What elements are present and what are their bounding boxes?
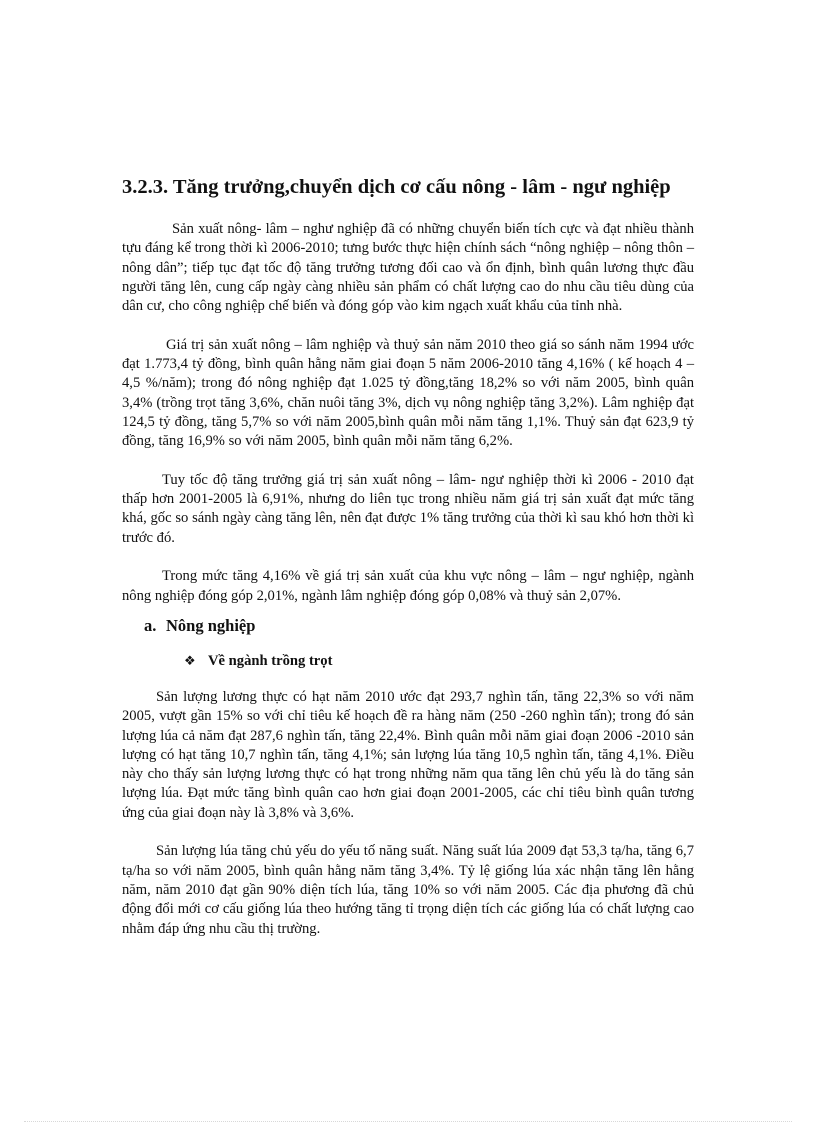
bullet-heading [184,651,694,671]
subsection-label: a. [144,615,157,635]
page-bottom-divider [24,1121,792,1122]
paragraph: Tuy tốc độ tăng trưởng giá trị sản xuất nông – lâm- ngư nghiệp thời kì 2006 - 2010 đạt thấp hơn 2001-2005 là 6,91%, nhưng do liên tục trong nhiều năm giá trị sản xuất đạt mức tăng khá, gốc so sánh ngày càng tăng lên, nên đạt được 1% tăng trưởng của thời kì sau khó hơn thời kì trước đó. [122,471,694,546]
paragraph: Sản lượng lúa tăng chủ yếu do yếu tố năng suất. Năng suất lúa 2009 đạt 53,3 tạ/ha, tăng 6,7 tạ/ha so với năm 2005, bình quân hằng năm tăng 3,4%. Tỷ lệ giống lúa xác nhận tăng lên hằng năm, năm 2010 đạt gần 90% diện tích lúa, tăng 10% so với năm 2005. Các địa phương đã chủ động đổi mới cơ cấu giống lúa theo hướng tăng tỉ trọng diện tích các giống lúa có chất lượng cao nhằm đáp ứng nhu cầu thị trường. [122,843,694,937]
paragraph: Trong mức tăng 4,16% về giá trị sản xuất của khu vực nông – lâm – ngư nghiệp, ngành nông nghiệp đóng góp 2,01%, ngành lâm nghiệp đóng góp 0,08% và thuỷ sản 2,07%. [122,568,694,604]
bullet-heading-text: Về ngành trồng trọt [208,652,333,669]
paragraph: Giá trị sản xuất nông – lâm nghiệp và thuỷ sản năm 2010 theo giá so sánh năm 1994 ước đạt 1.773,4 tỷ đồng, bình quân hằng năm giai đoạn 5 năm 2006-2010 tăng 4,16% ( kế hoạch 4 – 4,5 %/năm); trong đó nông nghiệp đạt 1.025 tỷ đồng,tăng 18,2% so với năm 2005, bình quân 3,4% (trồng trọt tăng 3,6%, chăn nuôi tăng 3%, dịch vụ nông nghiệp tăng 3,2%). Lâm nghiệp đạt 124,5 tỷ đồng, tăng 5,7% so với năm 2005,bình quân mỗi năm tăng 1,1%. Thuỷ sản đạt 623,9 tỷ đồng, tăng 16,9% so với năm 2005, bình quân mỗi năm tăng 6,2%. [122,336,694,450]
diamond-bullet-icon: ❖ [184,652,196,668]
paragraph: Sản lượng lương thực có hạt năm 2010 ước đạt 293,7 nghìn tấn, tăng 22,3% so với năm 2005, vượt gần 15% so với chỉ tiêu kế hoạch đề ra hàng năm (250 -260 nghìn tấn); trong đó sản lượng lúa cả năm đạt 287,6 nghìn tấn, tăng 22,4%. Bình quân mỗi năm giai đoạn 2006 -2010 sản lượng có hạt tăng 10,7 nghìn tấn, tăng 4,1%; sản lượng lúa tăng 10,5 nghìn tấn, tăng 4,1%. Điều này cho thấy sản lượng lương thực có hạt trong những năm qua tăng lên chủ yếu là do tăng sản lượng lúa. Đạt mức tăng bình quân cao hơn giai đoạn 2001-2005, các chỉ tiêu bình quân tương ứng của giai đoạn này là 3,8% và 3,6%. [122,688,694,821]
subsection-title: Nông nghiệp [166,615,256,635]
paragraph: Sản xuất nông- lâm – nghư nghiệp đã có những chuyển biến tích cực và đạt nhiều thành tựu đáng kể trong thời kì 2006-2010; tưng bước thực hiện chính sách “nông nghiệp – nông thôn –nông dân”; tiếp tục đạt tốc độ tăng trưởng tương đối cao và ổn định, bình quân lương thực đầu người tăng lên, cung cấp ngày càng nhiều sản phẩm có chất lượng cao do nhu cầu tiêu dùng của dân cư, cho công nghiệp chế biến và đóng góp vào kim ngạch xuất khẩu của tỉnh nhà. [122,221,694,315]
section-title: 3.2.3. Tăng trưởng,chuyển dịch cơ cấu nông - lâm - ngư nghiệp [122,176,671,198]
subsection-heading [144,615,694,637]
document-body [122,174,694,958]
